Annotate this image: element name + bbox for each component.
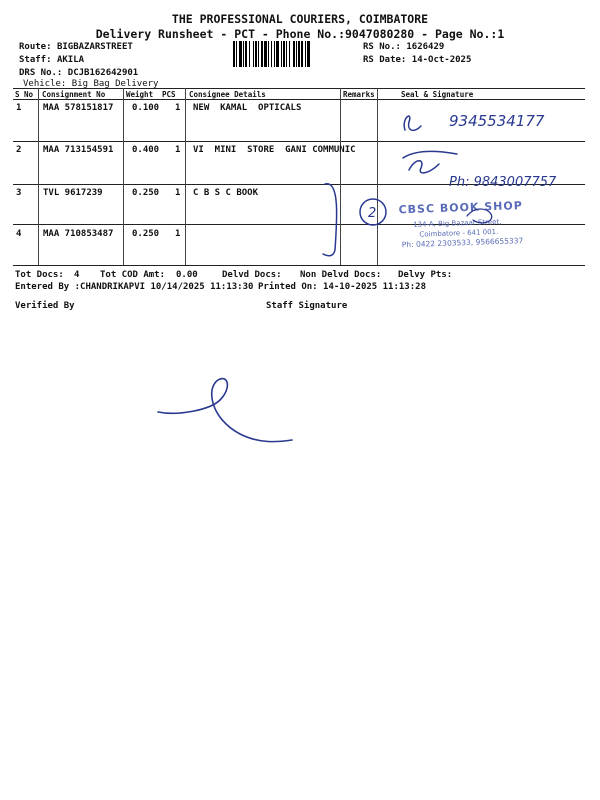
- route-value: BIGBAZARSTREET: [56, 42, 133, 52]
- col-header-sno: S No: [15, 90, 34, 99]
- printed-on-label: Printed On:: [258, 282, 318, 292]
- verified-by-label: Verified By: [15, 301, 75, 311]
- row-weight: 0.100: [132, 103, 160, 113]
- rs-no-label: RS No.:: [363, 42, 401, 52]
- row-consignment-no: MAA 710853487: [43, 229, 114, 239]
- col-divider: [377, 88, 378, 265]
- col-header-remarks: Remarks: [343, 90, 375, 99]
- company-name: THE PROFESSIONAL COURIERS, COIMBATORE: [171, 12, 429, 26]
- tot-docs-value: 4: [74, 270, 80, 280]
- table-bottom-rule: [13, 265, 585, 266]
- row-consignee: C B S C BOOK: [193, 188, 259, 198]
- row2-handwritten-phone: Ph: 9843007757: [449, 175, 557, 190]
- printed-on-value: 14-10-2025 11:13:28: [323, 282, 426, 292]
- row-pcs: 1: [175, 188, 181, 198]
- handwritten-signatures: [368, 100, 595, 260]
- col-header-consignee: Consignee Details: [189, 90, 266, 99]
- row-consignment-no: MAA 578151817: [43, 103, 114, 113]
- drs-line: [19, 68, 138, 78]
- col-header-seal-signature: Seal & Signature: [401, 90, 474, 99]
- row-sno: 2: [16, 145, 22, 155]
- stamp-phone: Ph: 0422 2303533, 9566655337: [401, 236, 524, 250]
- rs-date-value: 14-Oct-2025: [411, 55, 472, 65]
- stamp-shop-name: CBSC BOOK SHOP: [398, 199, 524, 217]
- drs-value: DCJB162642901: [67, 68, 139, 78]
- rs-no-line: [363, 42, 444, 52]
- col-header-pcs: PCS: [162, 90, 176, 99]
- printed-on: [258, 282, 426, 292]
- tot-docs-label: Tot Docs:: [15, 270, 64, 280]
- route-label: Route:: [19, 42, 52, 52]
- vehicle-value: Big Bag Delivery: [71, 79, 159, 89]
- route-line: [19, 42, 133, 52]
- tot-cod-label: Tot COD Amt:: [100, 270, 166, 280]
- row-pcs: 1: [175, 145, 181, 155]
- stamp-address: 134-A, Big Bazaar Street,: [412, 217, 502, 229]
- entered-by-value: CHANDRIKAPVI 10/14/2025 11:13:30: [80, 282, 254, 292]
- col-header-consignment: Consignment No: [42, 90, 106, 99]
- row-sno: 3: [16, 188, 22, 198]
- col-divider: [340, 88, 341, 265]
- barcode-image: [233, 41, 358, 67]
- rs-date-line: [363, 55, 471, 65]
- row-pcs: 1: [175, 103, 181, 113]
- row-consignment-no: TVL 9617239: [43, 188, 103, 198]
- row-weight: 0.400: [132, 145, 160, 155]
- stamp-city: Coimbatore - 641 001.: [419, 227, 499, 239]
- staff-label: Staff:: [19, 55, 52, 65]
- row-sno: 1: [16, 103, 22, 113]
- col-header-weight: Weight: [126, 90, 154, 99]
- circled-number: 2: [368, 206, 377, 221]
- row1-handwritten-phone: 9345534177: [449, 112, 545, 130]
- staff-signature-label: Staff Signature: [266, 301, 348, 311]
- non-delvd-docs-label: Non Delvd Docs:: [300, 270, 382, 280]
- vehicle-label: Vehicle:: [23, 79, 67, 89]
- delvy-pts-label: Delvy Pts:: [398, 270, 453, 280]
- tot-cod-value: 0.00: [176, 270, 198, 280]
- row-consignee: NEW KAMAL OPTICALS: [193, 103, 302, 113]
- row-weight: 0.250: [132, 188, 160, 198]
- staff-line: [19, 55, 84, 65]
- col-divider: [123, 88, 124, 265]
- row-consignment-no: MAA 713154591: [43, 145, 114, 155]
- staff-value: AKILA: [56, 55, 85, 65]
- entered-by-label: Entered By :: [15, 282, 81, 292]
- sheet-title: Delivery Runsheet - PCT - Phone No.:9047080280 - Page No.:1: [95, 27, 505, 41]
- tot-docs: [15, 270, 64, 280]
- delvd-docs-label: Delvd Docs:: [222, 270, 282, 280]
- table-top-rule: [13, 88, 585, 89]
- drs-label: DRS No.:: [19, 68, 63, 78]
- staff-signature-scribble: [150, 370, 300, 450]
- row-sno: 4: [16, 229, 22, 239]
- row-weight: 0.250: [132, 229, 160, 239]
- row-consignee: VI MINI STORE GANI COMMUNIC: [193, 145, 356, 155]
- rs-date-label: RS Date:: [363, 55, 407, 65]
- rs-no-value: 1626429: [406, 42, 445, 52]
- row-pcs: 1: [175, 229, 181, 239]
- entered-by: [15, 282, 253, 292]
- col-divider: [185, 88, 186, 265]
- col-divider: [38, 88, 39, 265]
